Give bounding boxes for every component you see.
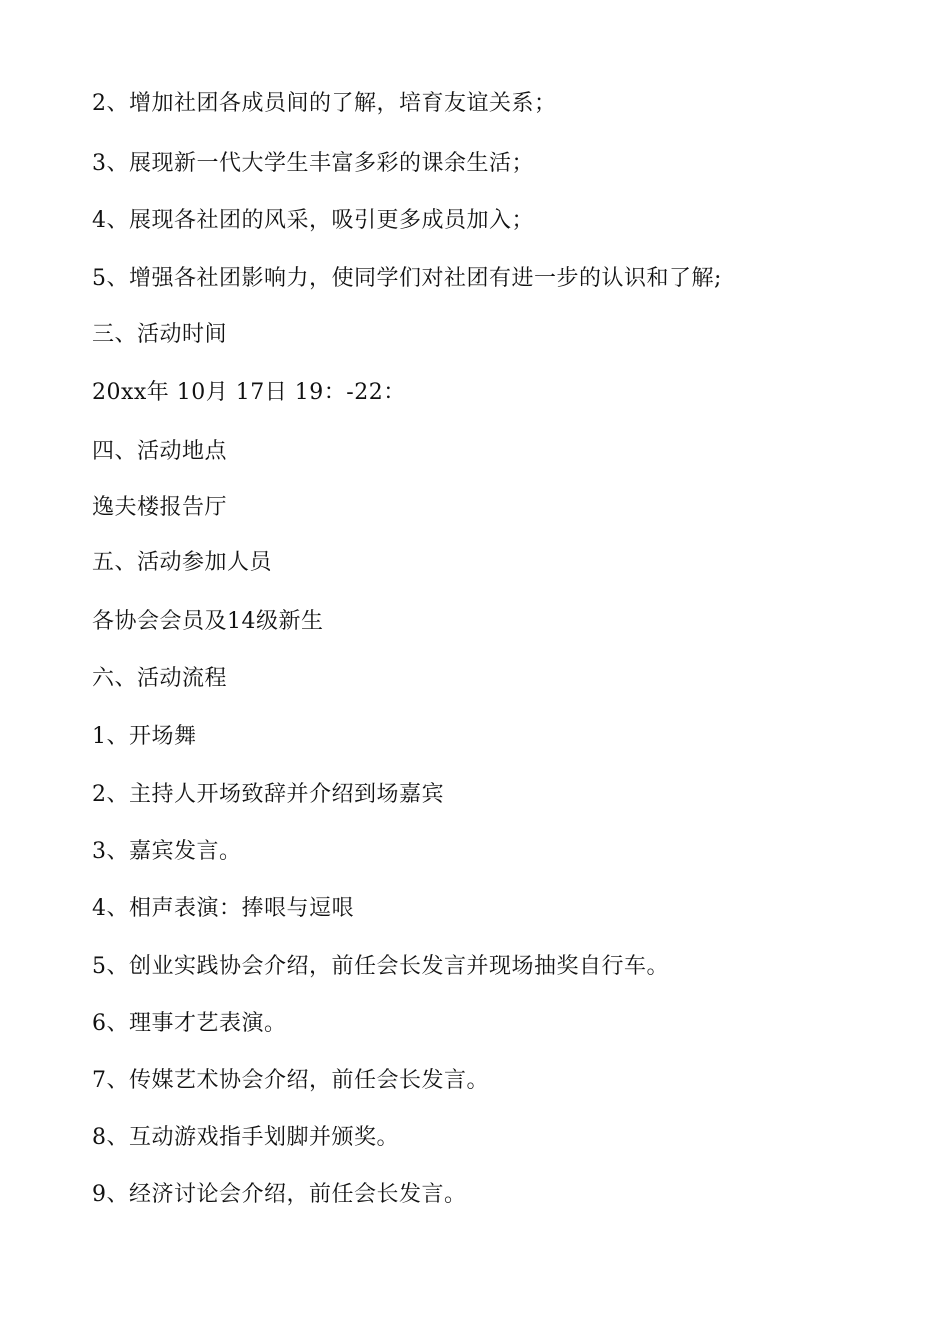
goal-item-2: 2、增加社团各成员间的了解，培育友谊关系； — [92, 91, 557, 116]
section-heading-time: 三、活动时间 — [92, 322, 228, 347]
process-item-1: 1、开场舞 — [92, 724, 197, 749]
activity-time: 20xx年 10月 17日 19：-22： — [92, 380, 406, 405]
activity-participants: 各协会会员及14级新生 — [92, 609, 324, 634]
activity-location: 逸夫楼报告厅 — [92, 495, 228, 520]
section-heading-location: 四、活动地点 — [92, 439, 228, 464]
process-item-5: 5、创业实践协会介绍，前任会长发言并现场抽奖自行车。 — [92, 954, 669, 979]
process-item-7: 7、传媒艺术协会介绍，前任会长发言。 — [92, 1068, 489, 1093]
process-item-8: 8、互动游戏指手划脚并颁奖。 — [92, 1125, 399, 1150]
process-item-4: 4、相声表演：捧哏与逗哏 — [92, 896, 354, 921]
goal-item-4: 4、展现各社团的风采，吸引更多成员加入； — [92, 208, 534, 233]
process-item-3: 3、嘉宾发言。 — [92, 839, 242, 864]
section-heading-process: 六、活动流程 — [92, 666, 228, 691]
process-item-9: 9、经济讨论会介绍，前任会长发言。 — [92, 1182, 467, 1207]
goal-item-3: 3、展现新一代大学生丰富多彩的课余生活； — [92, 151, 534, 176]
process-item-6: 6、理事才艺表演。 — [92, 1011, 287, 1036]
goal-item-5: 5、增强各社团影响力，使同学们对社团有进一步的认识和了解; — [92, 266, 722, 291]
process-item-2: 2、主持人开场致辞并介绍到场嘉宾 — [92, 782, 444, 807]
section-heading-participants: 五、活动参加人员 — [92, 550, 273, 575]
